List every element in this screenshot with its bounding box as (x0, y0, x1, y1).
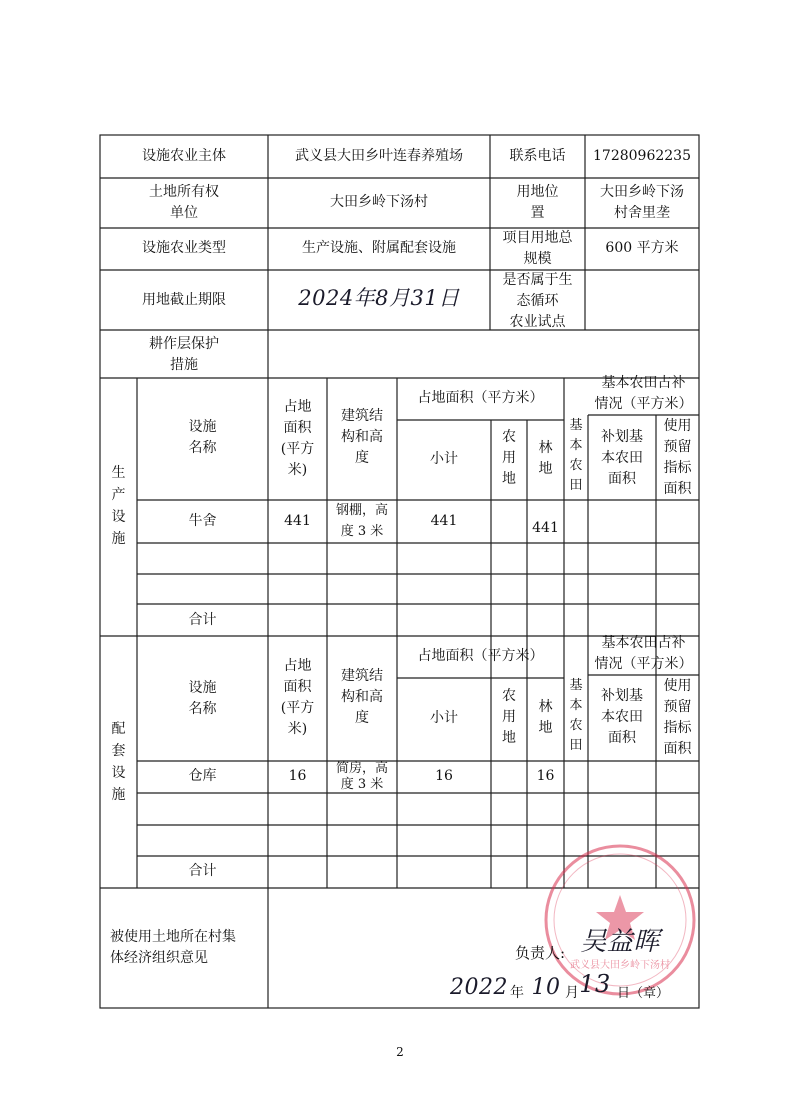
deadline-label: 用地截止期限 (142, 292, 226, 308)
prod-header-basic-compensation: 基本农田占补 情况（平方米） (594, 375, 693, 412)
land-owner-value: 大田乡岭下汤村 (330, 194, 428, 210)
date-day-unit: 日（章） (616, 986, 669, 1001)
sup-header-occupied: 占地 面积 (平方 米) (280, 658, 315, 737)
prod-row-occupied: 441 (284, 513, 311, 529)
prod-row-name: 牛舍 (188, 513, 217, 529)
prod-header-reserve: 使用 预留 指标 面积 (663, 418, 692, 497)
sup-header-forest: 林 地 (538, 699, 553, 736)
phone-label: 联系电话 (509, 148, 566, 164)
prod-header-structure: 建筑结 构和高 度 (341, 408, 383, 466)
sup-header-name: 设施 名称 (188, 680, 217, 717)
owner-label: 设施农业主体 (142, 148, 226, 164)
seal-text: 武义县大田乡岭下汤村 (570, 960, 670, 971)
prod-row-subtotal: 441 (430, 513, 458, 529)
production-section-label: 生 产 设 施 (111, 465, 126, 547)
prod-header-farmland: 农 用 地 (502, 429, 516, 487)
owner-value: 武义县大田乡叶连春养殖场 (295, 148, 463, 164)
sup-header-farmland: 农 用 地 (502, 688, 516, 746)
sup-header-subtotal: 小计 (430, 710, 458, 726)
sup-header-area-group: 占地面积（平方米） (417, 648, 544, 664)
opinion-label: 被使用土地所在村集 体经济组织意见 (110, 929, 236, 966)
sup-total-label: 合计 (188, 863, 217, 879)
signature-handwritten: 吴益晖 (580, 927, 660, 957)
page-number: 2 (396, 1045, 404, 1059)
phone-value: 17280962235 (593, 148, 691, 164)
sup-row-name: 仓库 (188, 768, 217, 784)
facility-type-label: 设施农业类型 (142, 240, 226, 256)
date-month: 10 (531, 975, 561, 1000)
deadline-value-handwritten: 2024年8月31日 (298, 286, 460, 310)
location-value: 大田乡岭下汤 村舍里垄 (600, 184, 684, 221)
sup-header-basic-farm: 基 本 农 田 (569, 678, 583, 753)
prod-header-basic-farm: 基 本 农 田 (569, 418, 583, 493)
total-scale-value: 600 平方米 (605, 240, 679, 256)
responsible-label: 负责人: (514, 944, 566, 962)
prod-row-forest: 441 (532, 520, 559, 536)
sup-row-occupied: 16 (288, 768, 307, 784)
supporting-section-label: 配 套 设 施 (111, 721, 126, 803)
prod-header-supplement: 补划基 本农田 面积 (601, 429, 643, 487)
facility-type-value: 生产设施、附属配套设施 (302, 240, 456, 256)
date-month-unit: 月 (565, 985, 579, 1001)
sup-header-supplement: 补划基 本农田 面积 (601, 688, 643, 746)
location-label: 用地位 置 (516, 184, 559, 221)
sup-header-basic-compensation: 基本农田占补 情况（平方米） (594, 635, 693, 672)
date-day: 13 (579, 970, 611, 998)
prod-total-label: 合计 (188, 612, 217, 628)
date-year: 2022 (450, 975, 508, 1000)
prod-header-occupied: 占地 面积 (平方 米) (280, 399, 315, 478)
prod-header-area-group: 占地面积（平方米） (417, 390, 544, 406)
sup-row-structure: 简房，高 度 3 米 (335, 761, 388, 792)
sup-header-reserve: 使用 预留 指标 面积 (663, 678, 692, 757)
sup-row-subtotal: 16 (435, 768, 453, 784)
prod-header-subtotal: 小计 (430, 451, 458, 467)
land-owner-label: 土地所有权 单位 (149, 184, 219, 221)
prod-header-name: 设施 名称 (188, 419, 217, 456)
seal-stamp (540, 840, 700, 1000)
prod-row-structure: 钢棚，高 度 3 米 (335, 503, 388, 539)
date-year-unit: 年 (510, 985, 524, 1001)
prod-header-forest: 林 地 (538, 440, 553, 477)
sup-row-forest: 16 (536, 768, 555, 784)
sup-header-structure: 建筑结 构和高 度 (341, 668, 383, 726)
eco-pilot-label: 是否属于生 态循环 农业试点 (502, 272, 573, 330)
soil-protection-label: 耕作层保护 措施 (149, 336, 219, 373)
total-scale-label: 项目用地总 规模 (502, 230, 573, 267)
